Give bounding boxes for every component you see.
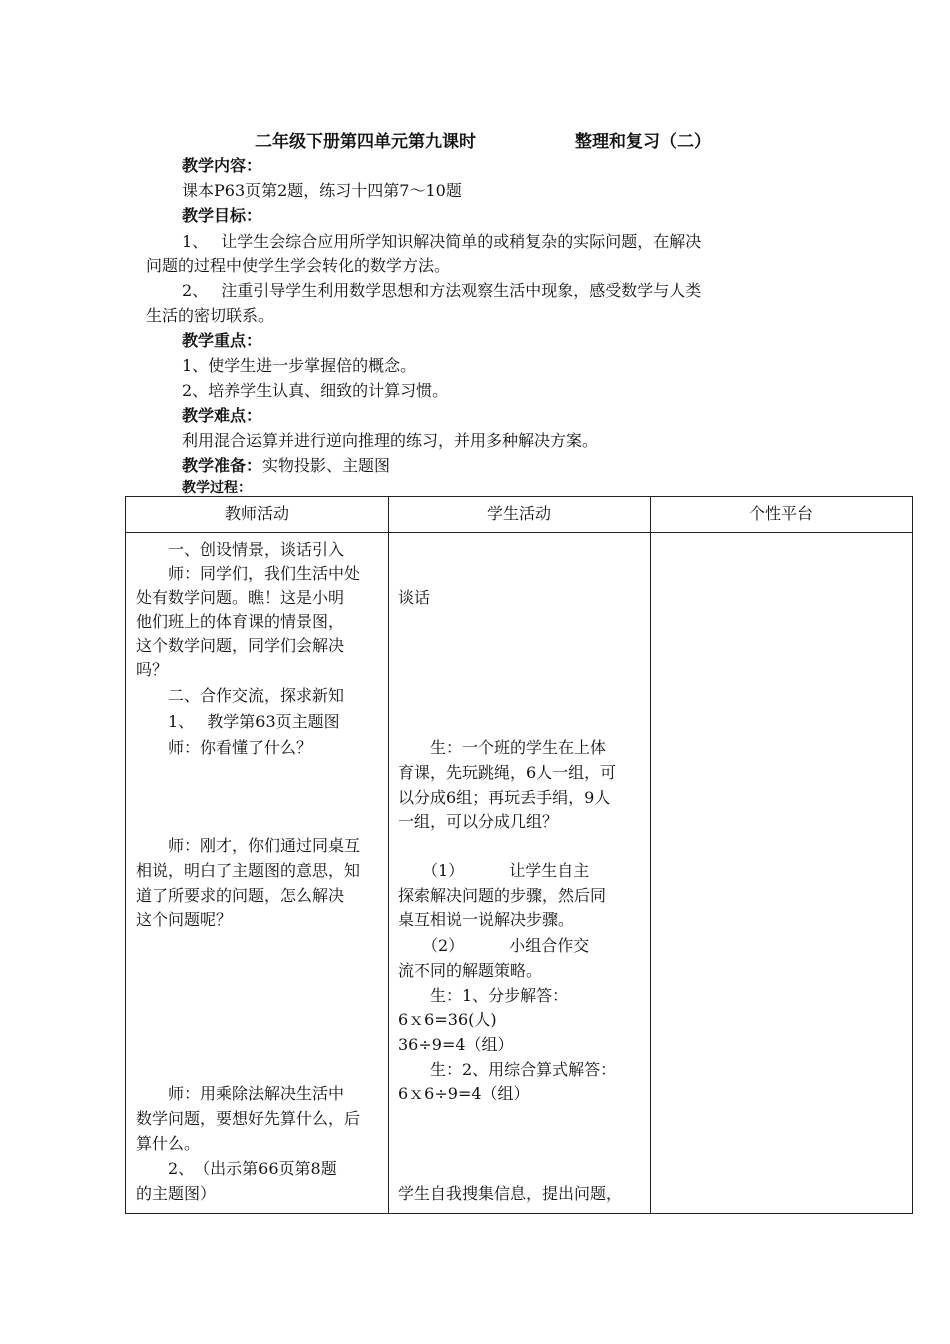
header-divider [126,532,912,533]
student-line: 一组，可以分成几组？ [398,812,559,831]
teacher-line: 的主题图） [136,1184,217,1203]
student-line: 6ｘ6÷9=4（组） [398,1084,530,1103]
student-line: 生：1、分步解答： [398,986,569,1005]
goal-2-line-2: 生活的密切联系。 [146,306,275,325]
page-subtitle: 整理和复习（二） [575,132,711,152]
teacher-line: 师：刚才，你们通过同桌互 [136,836,361,855]
teacher-line: 1、 教学第63页主题图 [136,712,340,731]
teacher-line: 一、创设情景，谈话引入 [136,540,345,559]
student-line: 生：一个班的学生在上体 [398,738,607,757]
student-line: 流不同的解题策略。 [398,961,543,980]
student-line: 桌互相说一说解决步骤。 [398,910,575,929]
lesson-process-table [125,496,913,1214]
column-divider [650,497,651,1213]
teacher-line: 处有数学问题。瞧！这是小明 [136,588,345,607]
section-heading-content: 教学内容： [182,156,263,175]
key-point-1: 1、使学生进一步掌握倍的概念。 [182,356,417,375]
teacher-line: 这个数学问题，同学们会解决 [136,636,345,655]
teacher-line: 吗？ [136,660,169,679]
header-teacher-activity: 教师活动 [224,504,289,523]
student-line: 生：2、用综合算式解答： [398,1060,617,1079]
section-heading-preparation: 教学准备： [182,456,263,475]
column-divider [388,497,389,1213]
goal-1-line-1: 1、 让学生会综合应用所学知识解决简单的或稍复杂的实际问题，在解决 [182,232,702,251]
teacher-line: 师：你看懂了什么？ [136,738,313,757]
teacher-line: 师：用乘除法解决生活中 [136,1084,345,1103]
teacher-line: 这个问题呢？ [136,910,233,929]
teacher-line: 2、 （出示第66页第8题 [136,1159,337,1178]
preparation-text: 实物投影、主题图 [262,456,391,475]
header-personal-platform: 个性平台 [748,504,813,523]
student-line: 谈话 [398,588,431,607]
teacher-line: 算什么。 [136,1134,201,1153]
student-line: 学生自我搜集信息，提出问题， [398,1184,623,1203]
section-heading-goals: 教学目标： [182,206,263,225]
teacher-line: 道了所要求的问题，怎么解决 [136,886,345,905]
header-student-activity: 学生活动 [486,504,551,523]
content-text: 课本P63页第2题，练习十四第7～10题 [182,181,462,200]
student-line: 以分成6组；再玩丢手绢，9人 [398,788,611,807]
student-line: （1） 让学生自主 [398,861,590,880]
preparation-line [182,453,390,476]
section-heading-difficulty: 教学难点： [182,406,263,425]
section-heading-process: 教学过程： [182,480,252,496]
student-line: 36÷9=4（组） [398,1035,514,1054]
section-heading-key-points: 教学重点： [182,331,263,350]
student-line: 6ｘ6=36(人) [398,1010,497,1029]
student-line: 探索解决问题的步骤，然后同 [398,886,607,905]
student-line: （2） 小组合作交 [398,936,590,955]
teacher-line: 他们班上的体育课的情景图， [136,612,345,631]
teacher-line: 师：同学们，我们生活中处 [136,564,361,583]
key-point-2: 2、培养学生认真、细致的计算习惯。 [182,381,449,400]
goal-1-line-2: 问题的过程中使学生学会转化的数学方法。 [146,256,451,275]
goal-2-line-1: 2、 注重引导学生利用数学思想和方法观察生活中现象，感受数学与人类 [182,281,702,300]
student-line: 育课，先玩跳绳，6人一组，可 [398,763,617,782]
teacher-line: 相说，明白了主题图的意思，知 [136,861,361,880]
page-title: 二年级下册第四单元第九课时 [255,132,476,152]
difficulty-text: 利用混合运算并进行逆向推理的练习，并用多种解决方案。 [182,431,599,450]
teacher-line: 数学问题，要想好先算什么，后 [136,1109,361,1128]
teacher-line: 二、合作交流，探求新知 [136,686,345,705]
